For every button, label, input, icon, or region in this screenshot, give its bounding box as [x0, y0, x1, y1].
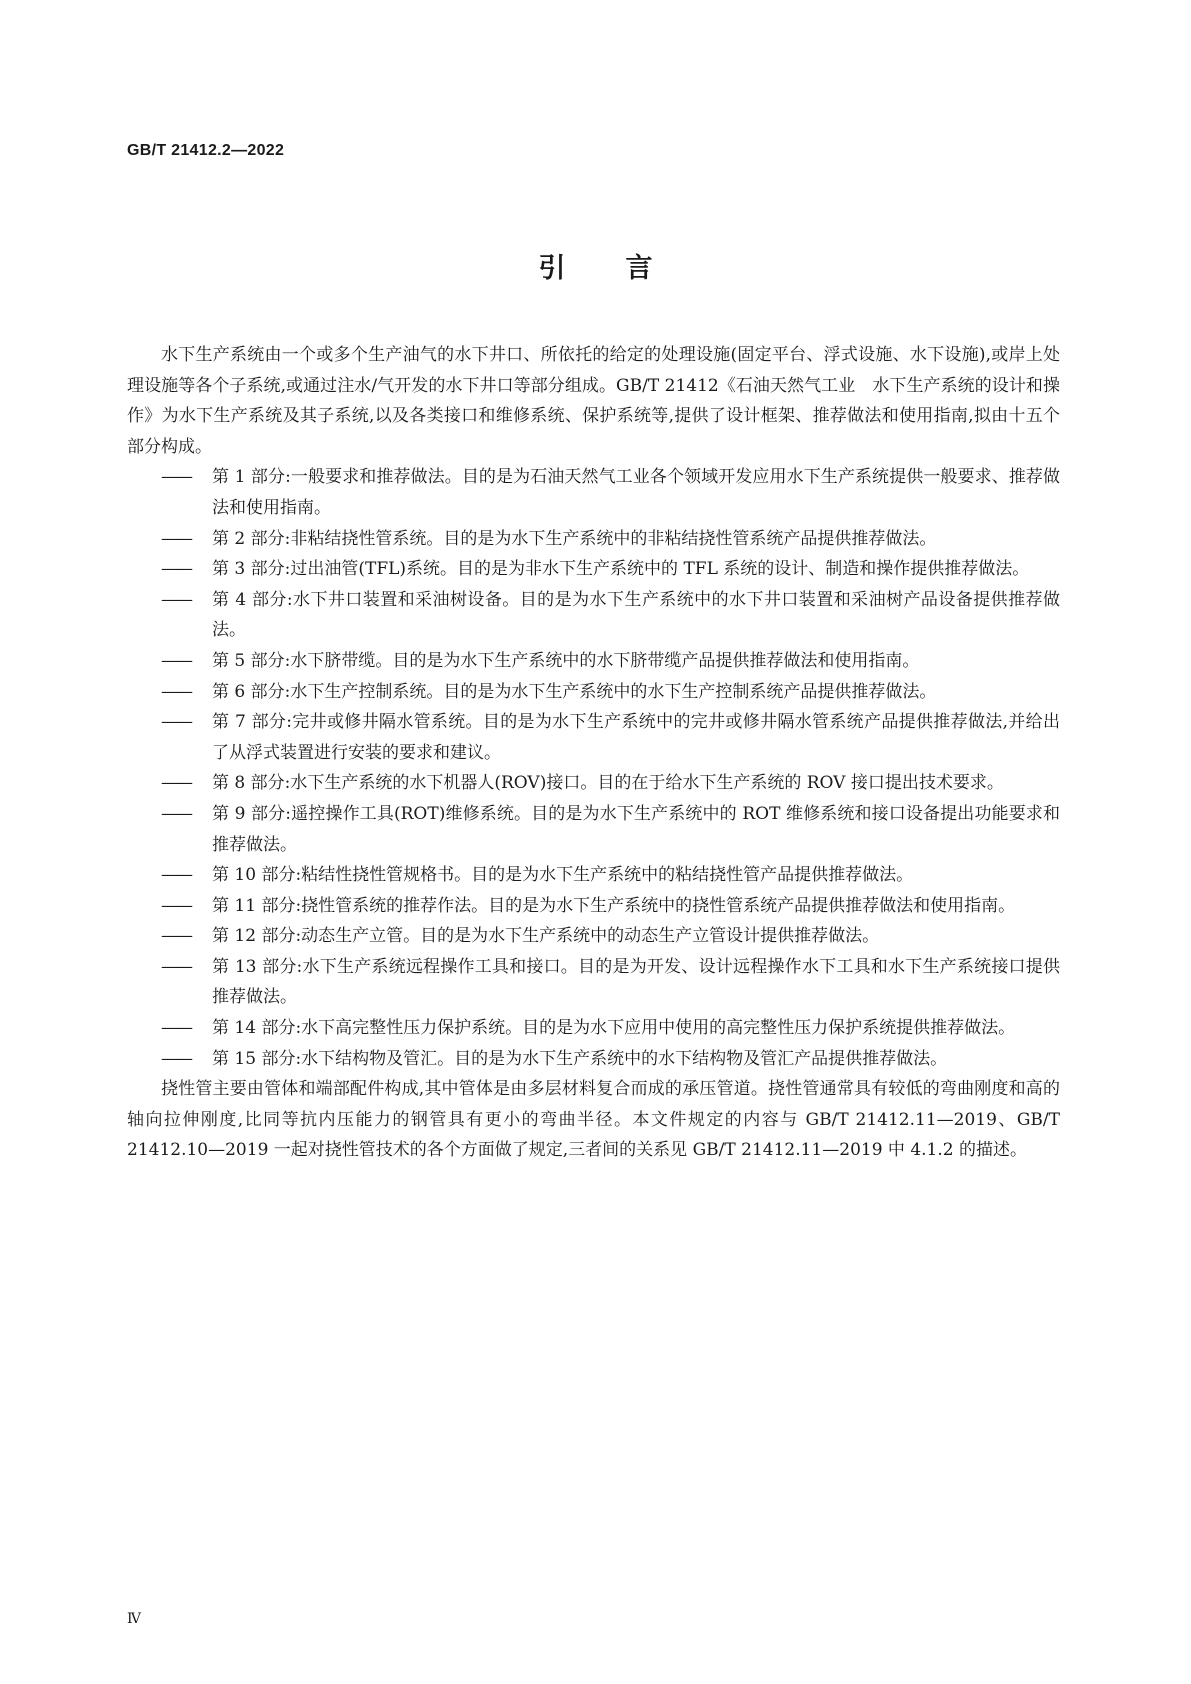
list-item-text: 第 5 部分:水下脐带缆。目的是为水下生产系统中的水下脐带缆产品提供推荐做法和使用指南。 [212, 650, 920, 671]
list-dash: —— [161, 559, 191, 580]
list-dash: —— [161, 650, 191, 671]
list-dash: —— [161, 926, 191, 947]
document-body [127, 340, 1060, 1166]
list-item-text: 第 6 部分:水下生产控制系统。目的是为水下生产系统中的水下生产控制系统产品提供推荐做法。 [212, 681, 937, 702]
list-dash: —— [161, 467, 191, 488]
list-item-text: 第 13 部分:水下生产系统远程操作工具和接口。目的是为开发、设计远程操作水下工具和水下生产系统接口提供推荐做法。 [212, 956, 1060, 1008]
list-dash: —— [161, 773, 191, 794]
list-item-text: 第 1 部分:一般要求和推荐做法。目的是为石油天然气工业各个领域开发应用水下生产系统提供一般要求、推荐做法和使用指南。 [212, 467, 1060, 518]
list-item [127, 707, 1060, 768]
list-dash: —— [161, 956, 191, 977]
list-item [127, 646, 1060, 677]
standard-code: GB/T 21412.2—2022 [127, 142, 285, 159]
page-title: 引言 [538, 253, 713, 284]
list-item-text: 第 4 部分:水下井口装置和采油树设备。目的是为水下生产系统中的水下井口装置和采油树产品设备提供推荐做法。 [212, 589, 1060, 641]
list-item-text: 第 3 部分:过出油管(TFL)系统。目的是为非水下生产系统中的 TFL 系统的设计、制造和操作提供推荐做法。 [212, 559, 1030, 580]
list-item-text: 第 8 部分:水下生产系统的水下机器人(ROV)接口。目的在于给水下生产系统的 ROV 接口提出技术要求。 [212, 773, 1004, 794]
list-item [127, 860, 1060, 891]
list-item-text: 第 7 部分:完井或修井隔水管系统。目的是为水下生产系统中的完井或修井隔水管系统产品提供推荐做法,并给出了从浮式装置进行安装的要求和建议。 [212, 712, 1060, 763]
intro-paragraph: 水下生产系统由一个或多个生产油气的水下井口、所依托的给定的处理设施(固定平台、浮式设施、水下设施),或岸上处理设施等各个子系统,或通过注水/气开发的水下井口等部分组成。GB/T 21412《石油天然气工业 水下生产系统的设计和操作》为水下生产系统及其子系统,以及各类接口和维修系统、保护系统等,提供了设计框架、推荐做法和使用指南,拟由十五个部分构成。 [127, 345, 1060, 457]
list-item-text: 第 15 部分:水下结构物及管汇。目的是为水下生产系统中的水下结构物及管汇产品提供推荐做法。 [212, 1048, 948, 1069]
list-item [127, 891, 1060, 922]
list-item [127, 768, 1060, 799]
list-dash: —— [161, 712, 191, 733]
list-dash: —— [161, 1048, 191, 1069]
list-dash: —— [161, 528, 191, 549]
list-item [127, 952, 1060, 1013]
list-item [127, 799, 1060, 860]
page-number: Ⅳ [127, 1611, 141, 1627]
list-item [127, 524, 1060, 555]
list-dash: —— [161, 681, 191, 702]
list-dash: —— [161, 895, 191, 916]
list-dash: —— [161, 803, 191, 824]
list-item [127, 677, 1060, 708]
list-item [127, 1013, 1060, 1044]
list-item-text: 第 2 部分:非粘结挠性管系统。目的是为水下生产系统中的非粘结挠性管系统产品提供推荐做法。 [212, 528, 937, 549]
list-item [127, 554, 1060, 585]
list-item-text: 第 12 部分:动态生产立管。目的是为水下生产系统中的动态生产立管设计提供推荐做法。 [212, 926, 880, 947]
list-item-text: 第 14 部分:水下高完整性压力保护系统。目的是为水下应用中使用的高完整性压力保护系统提供推荐做法。 [212, 1018, 1016, 1039]
list-dash: —— [161, 1018, 191, 1039]
list-item-text: 第 11 部分:挠性管系统的推荐作法。目的是为水下生产系统中的挠性管系统产品提供推荐做法和使用指南。 [212, 895, 1016, 916]
list-item [127, 585, 1060, 646]
list-dash: —— [161, 865, 191, 886]
list-item [127, 1044, 1060, 1075]
parts-list [127, 462, 1060, 1074]
list-item [127, 921, 1060, 952]
closing-paragraph: 挠性管主要由管体和端部配件构成,其中管体是由多层材料复合而成的承压管道。挠性管通常具有较低的弯曲刚度和高的轴向拉伸刚度,比同等抗内压能力的钢管具有更小的弯曲半径。本文件规定的内容与 GB/T 21412.11—2019、GB/T 21412.10—2019 一起对挠性管技术的各个方面做了规定,三者间的关系见 GB/T 21412.11—2019 中 4.1.2 的描述。 [127, 1079, 1060, 1161]
list-item-text: 第 10 部分:粘结性挠性管规格书。目的是为水下生产系统中的粘结挠性管产品提供推荐做法。 [212, 865, 914, 886]
list-item [127, 462, 1060, 523]
list-dash: —— [161, 589, 191, 610]
list-item-text: 第 9 部分:遥控操作工具(ROT)维修系统。目的是为水下生产系统中的 ROT 维修系统和接口设备提出功能要求和推荐做法。 [212, 803, 1060, 855]
